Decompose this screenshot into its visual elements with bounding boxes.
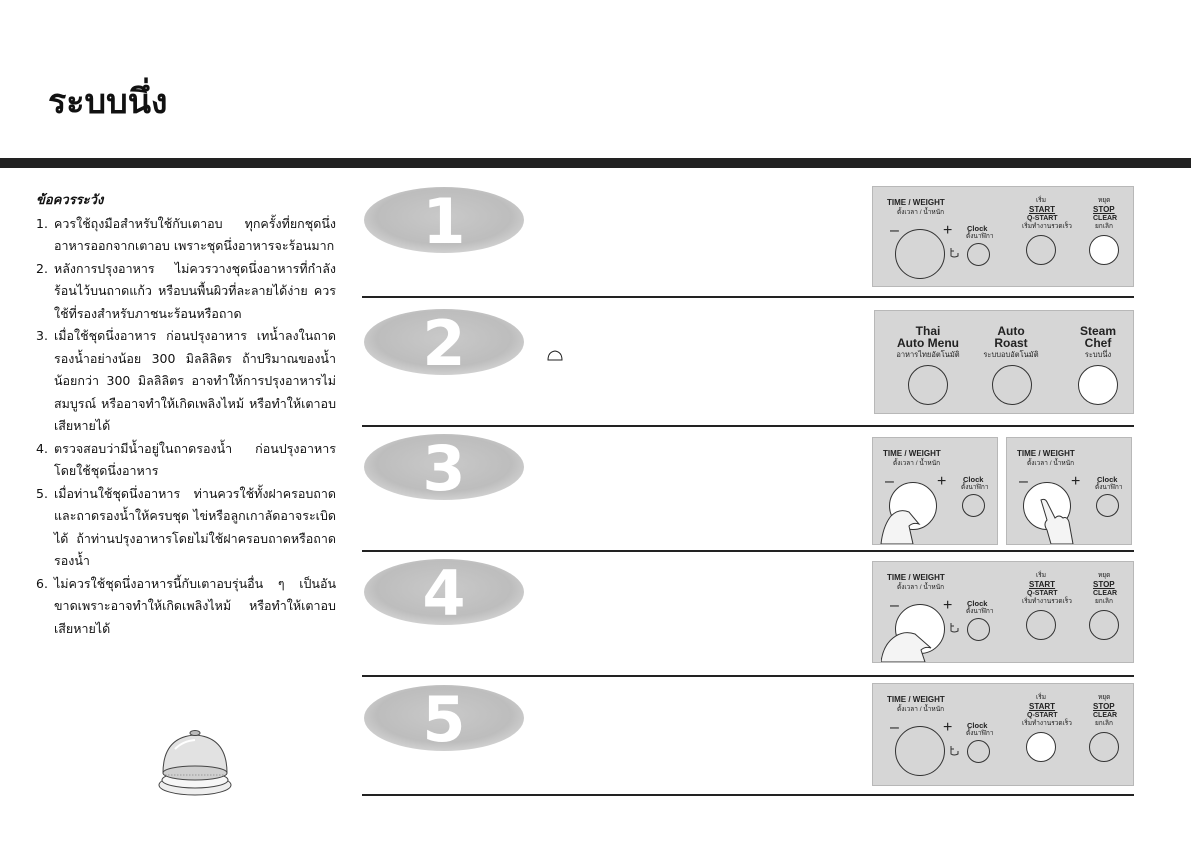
stop-label: STOP xyxy=(1093,702,1115,711)
minus-sign: – xyxy=(890,597,899,614)
qstart-label: Q-START xyxy=(1027,712,1058,719)
caution-item-text: เมื่อใช้ชุดนึ่งอาหาร ก่อนปรุงอาหาร เทน้ำลงในถาดรองน้ำอย่างน้อย 300 มิลลิลิตร ถ้าปริมาณของน้ำน้อยกว่า 300 มิลลิลิตร อาจทำให้การปรุงอาหารไม่สมบูรณ์ หรืออาจทำให้เกิดเพลิงไหม้ หรือทำให้เตาอบเสียหายได้ xyxy=(54,328,336,433)
clear-label: CLEAR xyxy=(1093,712,1118,719)
step-number-badge xyxy=(362,557,526,627)
start-label: START xyxy=(1029,702,1056,711)
control-panel xyxy=(872,561,1134,663)
caution-item-number: 5. xyxy=(36,485,48,501)
dial-turn-panel xyxy=(872,437,998,545)
press-hint-icon xyxy=(949,622,961,634)
stop-clear-button[interactable] xyxy=(1089,732,1119,762)
step-number: 1 xyxy=(422,185,466,255)
start-button[interactable] xyxy=(1026,235,1056,265)
time-weight-dial[interactable] xyxy=(895,229,945,279)
step-4 xyxy=(362,555,1134,680)
step-3 xyxy=(362,430,1134,555)
time-weight-dial[interactable] xyxy=(895,726,945,776)
clock-button[interactable] xyxy=(1096,494,1119,517)
step-number: 2 xyxy=(422,307,466,377)
stop-label-th: หยุด xyxy=(1098,572,1111,579)
caution-item-text: เมื่อท่านใช้ชุดนึ่งอาหาร ท่านควรใช้ทั้งฝาครอบถาดและถาดรองน้ำให้ครบชุด ไข่หรือลูกเกาลัดอาจระเบิดได้ ถ้าท่านปรุงอาหารโดยไม่ใช้ฝาครอบถาดหรือถาดรองน้ำ xyxy=(54,485,336,568)
clear-label: CLEAR xyxy=(1093,215,1118,222)
start-button[interactable] xyxy=(1026,732,1056,762)
clock-button[interactable] xyxy=(962,494,985,517)
plus-sign: + xyxy=(943,597,953,614)
clock-label: Clock xyxy=(967,224,988,233)
caution-item-text: ไม่ควรใช้ชุดนึ่งอาหารนี้กับเตาอบรุ่นอื่น ๆ เป็นอันขาดเพราะอาจทำให้เกิดเพลิงไหม้ หรือทำให้เตาอบเสียหายได้ xyxy=(54,575,336,636)
caution-item-number: 4. xyxy=(36,440,48,456)
clear-label-th: ยกเลิก xyxy=(1095,720,1113,727)
step-5 xyxy=(362,680,1134,800)
qstart-label-th: เริ่มทำงานรวดเร็ว xyxy=(1022,223,1072,230)
step-1 xyxy=(362,180,1134,300)
clock-button[interactable] xyxy=(967,740,990,763)
step-divider xyxy=(362,296,1134,298)
start-label: START xyxy=(1029,205,1056,214)
thai-auto-menu-label-1: Thai xyxy=(915,324,941,338)
caution-item xyxy=(36,258,336,326)
time-weight-label: TIME / WEIGHT xyxy=(883,449,941,458)
clock-label-th: ตั้งนาฬิกา xyxy=(966,233,994,240)
caution-section xyxy=(36,190,336,640)
steam-chef-label-th: ระบบนึ่ง xyxy=(1084,350,1112,359)
stop-label: STOP xyxy=(1093,580,1115,589)
page-title: ระบบนึ่ง xyxy=(48,82,168,122)
step-divider xyxy=(362,675,1134,677)
thai-auto-menu-button[interactable] xyxy=(908,365,948,405)
press-hint-icon xyxy=(949,745,961,757)
steam-chef-button[interactable] xyxy=(1078,365,1118,405)
qstart-label-th: เริ่มทำงานรวดเร็ว xyxy=(1022,598,1072,605)
minus-sign: – xyxy=(890,719,899,736)
step-divider xyxy=(362,794,1134,796)
time-weight-label: TIME / WEIGHT xyxy=(887,695,945,704)
start-label-th: เริ่ม xyxy=(1036,694,1046,701)
minus-sign: – xyxy=(890,222,899,239)
time-weight-label: TIME / WEIGHT xyxy=(1017,449,1075,458)
stop-clear-button[interactable] xyxy=(1089,610,1119,640)
clock-label: Clock xyxy=(963,475,984,484)
auto-roast-label-2: Roast xyxy=(994,336,1028,350)
step-divider xyxy=(362,425,1134,427)
plus-sign: + xyxy=(943,719,953,736)
steam-chef-label-1: Steam xyxy=(1079,324,1117,338)
caution-item xyxy=(36,573,336,641)
caution-item xyxy=(36,438,336,483)
step-number-badge xyxy=(362,185,526,255)
plus-sign: + xyxy=(1071,473,1081,490)
auto-roast-label-th: ระบบอบอัตโนมัติ xyxy=(983,350,1039,359)
caution-item-number: 1. xyxy=(36,215,48,231)
caution-title: ข้อควรระวัง xyxy=(36,193,104,208)
start-button[interactable] xyxy=(1026,610,1056,640)
step-number-badge xyxy=(362,683,526,753)
auto-roast-button[interactable] xyxy=(992,365,1032,405)
time-weight-label-th: ตั้งเวลา / น้ำหนัก xyxy=(1027,460,1075,467)
top-divider xyxy=(0,158,1191,168)
time-weight-label-th: ตั้งเวลา / น้ำหนัก xyxy=(897,584,945,591)
caution-item xyxy=(36,213,336,258)
steamer-illustration xyxy=(155,725,235,800)
stop-label-th: หยุด xyxy=(1098,694,1111,701)
stop-clear-button[interactable] xyxy=(1089,235,1119,265)
start-label-th: เริ่ม xyxy=(1036,197,1046,204)
caution-list xyxy=(36,213,336,641)
caution-item xyxy=(36,325,336,438)
step-number: 4 xyxy=(422,557,466,627)
caution-item-text: หลังการปรุงอาหาร ไม่ควรวางชุดนึ่งอาหารที่กำลังร้อนไว้บนถาดแก้ว หรือบนพื้นผิวที่ละลายได้ง่าย ควรใช้ที่รองสำหรับภาชนะร้อนหรือถาด xyxy=(54,260,336,321)
press-hint-icon xyxy=(949,247,961,259)
time-weight-label: TIME / WEIGHT xyxy=(887,198,945,207)
clear-label-th: ยกเลิก xyxy=(1095,223,1113,230)
stop-label-th: หยุด xyxy=(1098,197,1111,204)
thai-auto-menu-label-th: อาหารไทยอัตโนมัติ xyxy=(896,350,960,359)
clock-label-th: ตั้งนาฬิกา xyxy=(961,484,989,491)
caution-item-number: 6. xyxy=(36,575,48,591)
caution-item-number: 2. xyxy=(36,260,48,276)
time-weight-label-th: ตั้งเวลา / น้ำหนัก xyxy=(893,460,941,467)
clear-label-th: ยกเลิก xyxy=(1095,598,1113,605)
clock-label-th: ตั้งนาฬิกา xyxy=(966,608,994,615)
caution-item-text: ตรวจสอบว่ามีน้ำอยู่ในถาดรองน้ำ ก่อนปรุงอาหารโดยใช้ชุดนึ่งอาหาร xyxy=(54,440,336,478)
minus-sign: – xyxy=(885,473,894,490)
clock-button[interactable] xyxy=(967,618,990,641)
clear-label: CLEAR xyxy=(1093,590,1118,597)
minus-sign: – xyxy=(1019,473,1028,490)
time-weight-label-th: ตั้งเวลา / น้ำหนัก xyxy=(897,706,945,713)
control-panel xyxy=(872,683,1134,786)
step-divider xyxy=(362,550,1134,552)
thai-auto-menu-label-2: Auto Menu xyxy=(897,336,959,350)
qstart-label: Q-START xyxy=(1027,590,1058,597)
caution-item-number: 3. xyxy=(36,328,48,343)
clock-label-th: ตั้งนาฬิกา xyxy=(1095,484,1123,491)
step-number-badge xyxy=(362,307,526,377)
dial-press-panel xyxy=(1006,437,1132,545)
steam-bowl-icon xyxy=(547,349,563,361)
plus-sign: + xyxy=(943,222,953,239)
clock-label: Clock xyxy=(967,721,988,730)
qstart-label: Q-START xyxy=(1027,215,1058,222)
clock-button[interactable] xyxy=(967,243,990,266)
start-label: START xyxy=(1029,580,1056,589)
hand-turning-icon xyxy=(881,622,937,662)
time-weight-label: TIME / WEIGHT xyxy=(887,573,945,582)
steam-chef-label-2: Chef xyxy=(1084,336,1112,350)
stop-label: STOP xyxy=(1093,205,1115,214)
clock-label: Clock xyxy=(1097,475,1118,484)
caution-item xyxy=(36,483,336,573)
finger-press-icon xyxy=(1037,496,1077,544)
step-number: 3 xyxy=(422,432,466,502)
clock-label-th: ตั้งนาฬิกา xyxy=(966,730,994,737)
auto-roast-label-1: Auto xyxy=(997,324,1025,338)
step-2 xyxy=(362,305,1134,430)
clock-label: Clock xyxy=(967,599,988,608)
hand-turning-icon xyxy=(879,504,923,544)
plus-sign: + xyxy=(937,473,947,490)
step-number-badge xyxy=(362,432,526,502)
time-weight-label-th: ตั้งเวลา / น้ำหนัก xyxy=(897,209,945,216)
step-number: 5 xyxy=(422,683,466,753)
auto-menu-panel xyxy=(874,310,1134,414)
start-label-th: เริ่ม xyxy=(1036,572,1046,579)
caution-item-text: ควรใช้ถุงมือสำหรับใช้กับเตาอบ ทุกครั้งที่ยกชุดนึ่งอาหารออกจากเตาอบ เพราะชุดนึ่งอาหารจะร้อนมาก xyxy=(54,215,336,253)
qstart-label-th: เริ่มทำงานรวดเร็ว xyxy=(1022,720,1072,727)
control-panel xyxy=(872,186,1134,287)
